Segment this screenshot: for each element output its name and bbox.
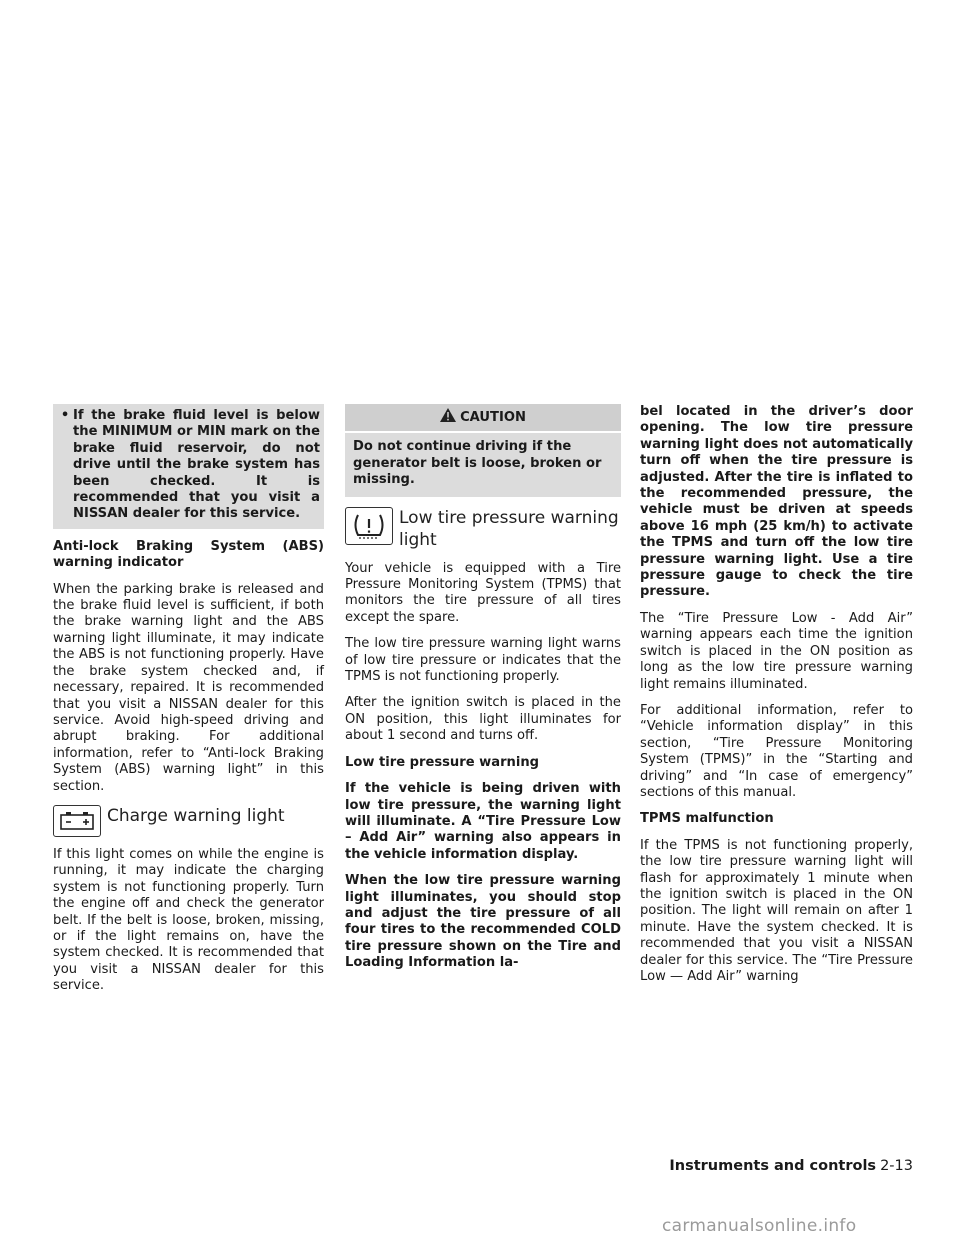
charge-warning-heading: [53, 805, 324, 837]
right-paragraph-3: If the TPMS is not functioning properly, the low tire pressure warning light will flash for approximately 1 minute when the ignition switch is placed in the ON position. The light will remain on after 1 minute. Have the system checked. It is recommended that you visit a NISSAN dealer for this service. The “Tire Pressure Low — Add Air” warning: [640, 837, 913, 984]
right-paragraph-1: The “Tire Pressure Low - Add Air” warning appears each time the ignition switch is placed in the ON position as long as the low tire pressure warning light remains illuminated.: [640, 610, 913, 692]
right-paragraph-2: For additional information, refer to “Vehicle information display” in this section, “Tire Pressure Monitoring System (TPMS)” in the “Starting and driving” and “In case of emergency” sections of this manual.: [640, 702, 913, 800]
watermark: carmanualsonline.info: [662, 1216, 857, 1236]
caution-body: Do not continue driving if the generator belt is loose, broken or missing.: [345, 433, 621, 496]
low-pressure-bold-2: When the low tire pressure warning light illuminates, you should stop and adjust the tire pressure of all four tires to the recommended COLD tire pressure shown on the Tire and Loading Information la-: [345, 873, 621, 971]
brake-fluid-warning-bullet: [53, 404, 324, 529]
tpms-paragraph-1: Your vehicle is equipped with a Tire Pressure Monitoring System (TPMS) that monitors the tire pressure of all tires except the spare.: [345, 560, 621, 625]
page-number: 2-13: [880, 1158, 913, 1174]
tpms-paragraph-3: After the ignition switch is placed in the ON position, this light illuminates for about 1 second and turns off.: [345, 695, 621, 744]
low-pressure-bold-continued: bel located in the driver’s door opening. The low tire pressure warning light does not automatically turn off when the tire pressure is adjusted. After the tire is inflated to the recommended pressure, the vehicle must be driven at speeds above 16 mph (25 km/h) to activate the TPMS and turn off the low tire pressure warning light. Use a tire pressure gauge to check the tire pressure.: [640, 404, 913, 600]
battery-warning-icon: [53, 805, 101, 837]
column-left: [53, 404, 324, 1005]
low-pressure-bold-1: If the vehicle is being driven with low tire pressure, the warning light will illuminate. A “Tire Pressure Low – Add Air” warning also appears in the vehicle information display.: [345, 781, 621, 862]
tpms-malfunction-heading: TPMS malfunction: [640, 811, 774, 827]
bullet-text: If the brake fluid level is below the MINIMUM or MIN mark on the brake fluid reservoir, do not drive until the brake system has been checked. It is recommended that you visit a NISSAN dealer for this service.: [73, 408, 320, 522]
caution-label: CAUTION: [460, 409, 526, 425]
bullet-marker: •: [60, 408, 70, 423]
tpms-heading: [345, 507, 621, 551]
tpms-title: Low tire pressure warning light: [399, 507, 619, 550]
tire-pressure-warning-icon: [345, 507, 393, 545]
section-title: Instruments and controls: [669, 1158, 877, 1174]
charge-warning-title: Charge warning light: [107, 805, 285, 826]
caution-triangle-icon: [440, 408, 456, 427]
abs-heading: Anti-lock Braking System (ABS) warning indicator: [53, 538, 324, 571]
caution-header: [345, 404, 621, 431]
abs-paragraph: When the parking brake is released and the brake fluid level is sufficient, if both the brake warning light and the ABS warning light illuminate, it may indicate the ABS is not functioning properly. Have the brake system checked and, if necessary, repaired. It is recommended that you visit a NISSAN dealer for this service. Avoid high-speed driving and abrupt braking. For additional information, refer to “Anti-lock Braking System (ABS) warning light” in this section.: [53, 581, 324, 794]
charge-paragraph: If this light comes on while the engine is running, it may indicate the charging system is not functioning properly. Turn the engine off and check the generator belt. If the belt is loose, broken, missing, or if the light remains on, have the system checked. It is recommended that you visit a NISSAN dealer for this service.: [53, 846, 324, 994]
low-pressure-subheading: Low tire pressure warning: [345, 754, 540, 770]
page-footer: [640, 1155, 913, 1174]
column-right: [640, 404, 913, 995]
column-middle: [345, 404, 621, 982]
tpms-paragraph-2: The low tire pressure warning light warns of low tire pressure or indicates that the TPMS is not functioning properly.: [345, 636, 621, 685]
